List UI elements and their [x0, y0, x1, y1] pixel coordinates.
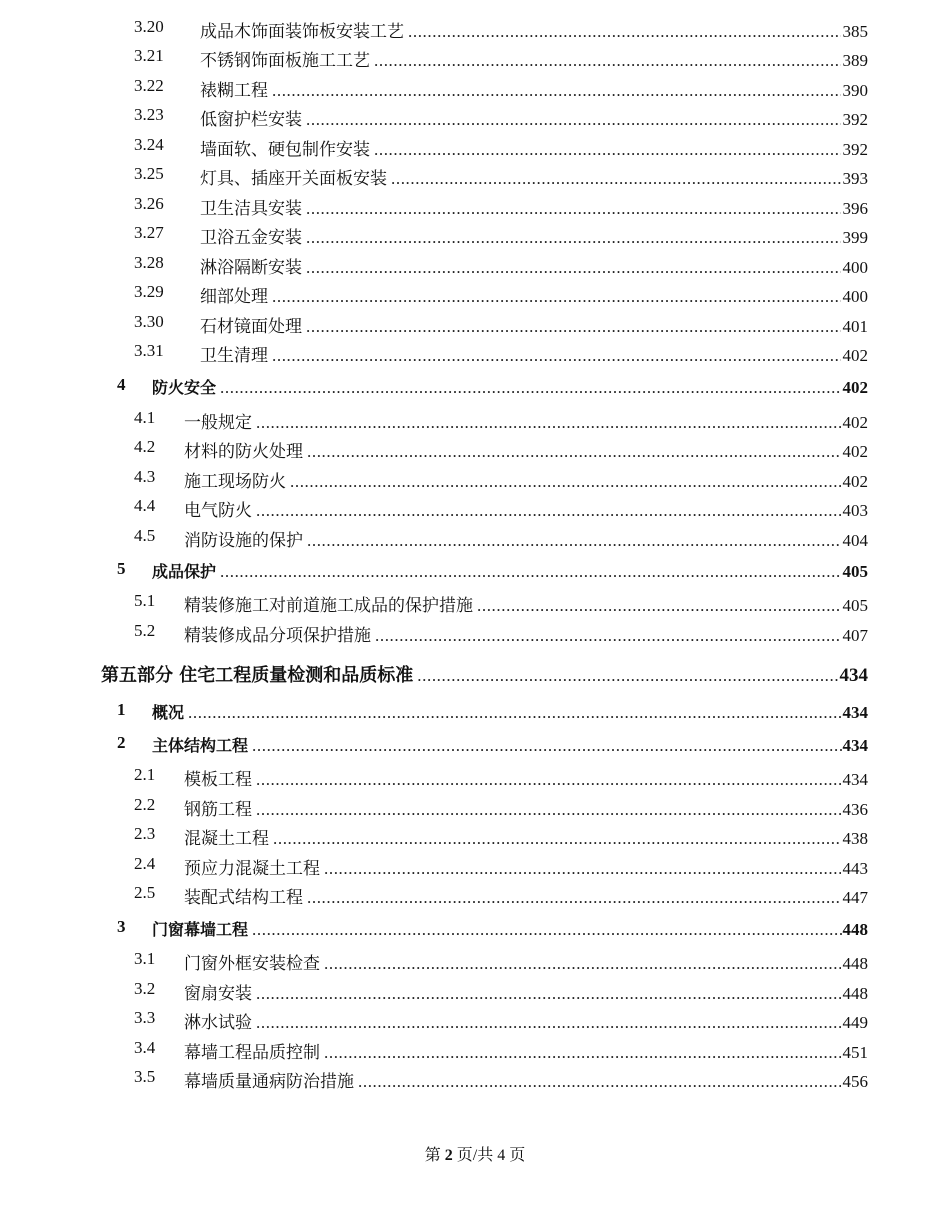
toc-entry-title: 门窗外框安装检查	[184, 954, 320, 973]
toc-entry[interactable]	[0, 854, 950, 880]
toc-entry-page: 405	[842, 596, 868, 615]
toc-entry-title: 裱糊工程	[200, 81, 268, 100]
toc-entry-title: 施工现场防火	[184, 472, 286, 491]
toc-entry-number: 4.3	[134, 467, 156, 486]
toc-entry-page: 400	[842, 287, 868, 306]
toc-entry[interactable]	[0, 135, 950, 161]
toc-entry-number: 3.26	[134, 194, 164, 213]
toc-entry-title: 电气防火	[184, 501, 252, 520]
dot-leader	[290, 472, 841, 492]
toc-entry-number: 2.4	[134, 854, 156, 873]
toc-entry-number: 3.23	[134, 105, 164, 124]
toc-entry-number: 4	[117, 375, 126, 394]
toc-entry-number: 3.21	[134, 46, 164, 65]
toc-entry-page: 389	[842, 51, 868, 70]
toc-entry-number: 3.24	[134, 135, 164, 154]
toc-entry-page: 448	[842, 984, 868, 1003]
footer-prefix: 第	[424, 1147, 441, 1164]
toc-entry-number: 2.2	[134, 795, 156, 814]
toc-entry-title: 消防设施的保护	[184, 531, 303, 550]
dot-leader	[256, 501, 841, 521]
toc-entry-title: 钢筋工程	[184, 800, 252, 819]
footer-current-page: 2	[444, 1147, 453, 1164]
dot-leader	[324, 859, 841, 879]
toc-entry-title: 主体结构工程	[152, 736, 249, 755]
toc-entry-number: 5.2	[134, 621, 156, 640]
toc-entry-page: 436	[842, 800, 868, 819]
toc-entry-title: 防火安全	[152, 378, 217, 397]
toc-entry-page: 456	[842, 1072, 868, 1091]
toc-entry-page: 393	[842, 169, 868, 188]
dot-leader	[306, 228, 841, 248]
toc-entry-page: 401	[842, 317, 868, 336]
toc-entry-page: 400	[842, 258, 868, 277]
dot-leader	[417, 666, 837, 686]
toc-entry-section[interactable]	[0, 917, 950, 943]
toc-entry-number: 4.1	[134, 408, 156, 427]
toc-entry-page: 402	[842, 472, 868, 491]
toc-entry-title: 卫浴五金安装	[200, 228, 302, 247]
toc-entry[interactable]	[0, 194, 950, 220]
toc-entry-title: 卫生洁具安装	[200, 199, 302, 218]
toc-entry-number: 3.3	[134, 1008, 156, 1027]
toc-entry-page: 399	[842, 228, 868, 247]
toc-entry-section[interactable]	[0, 375, 950, 401]
toc-entry-number: 2.5	[134, 883, 156, 902]
toc-entry-number: 2	[117, 733, 126, 752]
dot-leader	[306, 199, 841, 219]
toc-entry-page: 451	[842, 1043, 868, 1062]
toc-entry-page: 434	[842, 703, 868, 722]
toc-entry-page: 434	[842, 770, 868, 789]
dot-leader	[220, 562, 840, 582]
toc-entry-number: 4.4	[134, 496, 156, 515]
toc-entry-part[interactable]	[0, 661, 950, 687]
toc-entry-number: 3.29	[134, 282, 164, 301]
toc-entry-page: 390	[842, 81, 868, 100]
toc-entry-page: 448	[842, 920, 868, 939]
toc-entry[interactable]	[0, 312, 950, 338]
dot-leader	[272, 81, 841, 101]
toc-entry-section[interactable]	[0, 559, 950, 585]
toc-entry-page: 402	[842, 346, 868, 365]
toc-entry-number: 4.5	[134, 526, 156, 545]
toc-entry-title: 幕墙质量通病防治措施	[184, 1072, 354, 1091]
toc-entry-title: 精装修施工对前道施工成品的保护措施	[184, 596, 473, 615]
toc-entry-number: 5.1	[134, 591, 156, 610]
toc-entry[interactable]	[0, 949, 950, 975]
toc-entry[interactable]	[0, 253, 950, 279]
dot-leader	[375, 626, 841, 646]
toc-entry-title: 幕墙工程品质控制	[184, 1043, 320, 1062]
toc-entry-title: 成品木饰面装饰板安装工艺	[200, 22, 404, 41]
toc-entry-title: 材料的防火处理	[184, 442, 303, 461]
toc-entry-number: 1	[117, 700, 126, 719]
toc-entry-page: 396	[842, 199, 868, 218]
toc-entry-title: 淋浴隔断安装	[200, 258, 302, 277]
dot-leader	[391, 169, 841, 189]
page-footer	[0, 1142, 950, 1165]
toc-entry[interactable]	[0, 621, 950, 647]
toc-entry-number: 2.3	[134, 824, 156, 843]
toc-entry-title: 淋水试验	[184, 1013, 252, 1032]
toc-entry[interactable]	[0, 408, 950, 434]
dot-leader	[306, 110, 841, 130]
toc-entry-title: 石材镜面处理	[200, 317, 302, 336]
toc-entry-number: 2.1	[134, 765, 156, 784]
toc-entry-number: 3.4	[134, 1038, 156, 1057]
toc-entry-number: 4.2	[134, 437, 156, 456]
toc-entry-page: 403	[842, 501, 868, 520]
toc-entry[interactable]	[0, 164, 950, 190]
toc-entry[interactable]	[0, 1038, 950, 1064]
toc-entry-page: 402	[842, 413, 868, 432]
toc-entry[interactable]	[0, 979, 950, 1005]
dot-leader	[188, 703, 840, 723]
dot-leader	[374, 140, 841, 160]
toc-entry-page: 447	[842, 888, 868, 907]
toc-entry-page: 443	[842, 859, 868, 878]
toc-entry[interactable]	[0, 883, 950, 909]
toc-entry[interactable]	[0, 282, 950, 308]
toc-entry-title: 墙面软、硬包制作安装	[200, 140, 370, 159]
toc-entry-section[interactable]	[0, 733, 950, 759]
toc-entry-number: 3.22	[134, 76, 164, 95]
toc-entry-page: 404	[842, 531, 868, 550]
toc-entry-title: 门窗幕墙工程	[152, 920, 249, 939]
dot-leader	[307, 531, 841, 551]
toc-entry[interactable]	[0, 105, 950, 131]
toc-entry-page: 449	[842, 1013, 868, 1032]
toc-entry-title: 不锈钢饰面板施工工艺	[200, 51, 370, 70]
toc-entry-title: 窗扇安装	[184, 984, 252, 1003]
dot-leader	[324, 1043, 841, 1063]
toc-entry-page: 438	[842, 829, 868, 848]
toc-entry-title: 概况	[152, 703, 185, 722]
toc-entry-page: 434	[839, 665, 868, 686]
toc-entry-title: 预应力混凝土工程	[184, 859, 320, 878]
toc-entry-page: 385	[842, 22, 868, 41]
dot-leader	[408, 22, 841, 42]
toc-entry-number: 3.28	[134, 253, 164, 272]
toc-entry[interactable]	[0, 765, 950, 791]
dot-leader	[272, 287, 841, 307]
toc-entry[interactable]	[0, 1008, 950, 1034]
toc-entry[interactable]	[0, 223, 950, 249]
dot-leader	[256, 413, 841, 433]
toc-entry-title: 精装修成品分项保护措施	[184, 626, 371, 645]
toc-entry-title: 一般规定	[184, 413, 252, 432]
toc-entry[interactable]	[0, 1067, 950, 1093]
toc-entry-section[interactable]	[0, 700, 950, 726]
toc-entry-title: 混凝土工程	[184, 829, 269, 848]
toc-entry-number: 3.25	[134, 164, 164, 183]
toc-entry-number: 5	[117, 559, 126, 578]
toc-entry[interactable]	[0, 46, 950, 72]
toc-entry-number: 3.5	[134, 1067, 156, 1086]
dot-leader	[307, 442, 841, 462]
dot-leader	[324, 954, 841, 974]
toc-entry-page: 448	[842, 954, 868, 973]
toc-entry-page: 392	[842, 110, 868, 129]
toc-entry-page: 434	[842, 736, 868, 755]
dot-leader	[477, 596, 841, 616]
toc-entry-page: 392	[842, 140, 868, 159]
dot-leader	[306, 258, 841, 278]
toc-entry-number: 3.20	[134, 17, 164, 36]
toc-entry[interactable]	[0, 496, 950, 522]
dot-leader	[306, 317, 841, 337]
toc-entry-page: 402	[842, 442, 868, 461]
toc-entry[interactable]	[0, 341, 950, 367]
toc-entry-page: 402	[842, 378, 868, 397]
toc-entry-number: 3.30	[134, 312, 164, 331]
toc-entry-number: 3.27	[134, 223, 164, 242]
dot-leader	[220, 378, 840, 398]
toc-entry[interactable]	[0, 526, 950, 552]
toc-entry[interactable]	[0, 17, 950, 43]
toc-entry[interactable]	[0, 467, 950, 493]
dot-leader	[256, 984, 841, 1004]
toc-entry-title: 低窗护栏安装	[200, 110, 302, 129]
dot-leader	[252, 920, 842, 940]
dot-leader	[252, 736, 842, 756]
toc-entry-page: 407	[842, 626, 868, 645]
toc-entry[interactable]	[0, 824, 950, 850]
toc-entry-title: 装配式结构工程	[184, 888, 303, 907]
toc-entry-title: 模板工程	[184, 770, 252, 789]
toc-entry-title: 卫生清理	[200, 346, 268, 365]
dot-leader	[307, 888, 841, 908]
dot-leader	[272, 346, 841, 366]
toc-entry[interactable]	[0, 76, 950, 102]
dot-leader	[256, 770, 841, 790]
footer-middle: 页/共	[456, 1147, 494, 1164]
dot-leader	[273, 829, 841, 849]
toc-entry[interactable]	[0, 795, 950, 821]
toc-entry-title: 成品保护	[152, 562, 217, 581]
toc-entry[interactable]	[0, 591, 950, 617]
footer-total-pages: 4	[497, 1147, 506, 1164]
toc-part-title: 第五部分 住宅工程质量检测和品质标准	[101, 665, 414, 686]
toc-entry-title: 细部处理	[200, 287, 268, 306]
toc-entry-number: 3.2	[134, 979, 156, 998]
toc-entry[interactable]	[0, 437, 950, 463]
toc-entry-number: 3	[117, 917, 126, 936]
dot-leader	[358, 1072, 841, 1092]
toc-entry-page: 405	[842, 562, 868, 581]
dot-leader	[256, 1013, 841, 1033]
footer-suffix: 页	[509, 1147, 526, 1164]
dot-leader	[374, 51, 841, 71]
toc-entry-number: 3.1	[134, 949, 156, 968]
toc-entry-number: 3.31	[134, 341, 164, 360]
toc-entry-title: 灯具、插座开关面板安装	[200, 169, 387, 188]
dot-leader	[256, 800, 841, 820]
